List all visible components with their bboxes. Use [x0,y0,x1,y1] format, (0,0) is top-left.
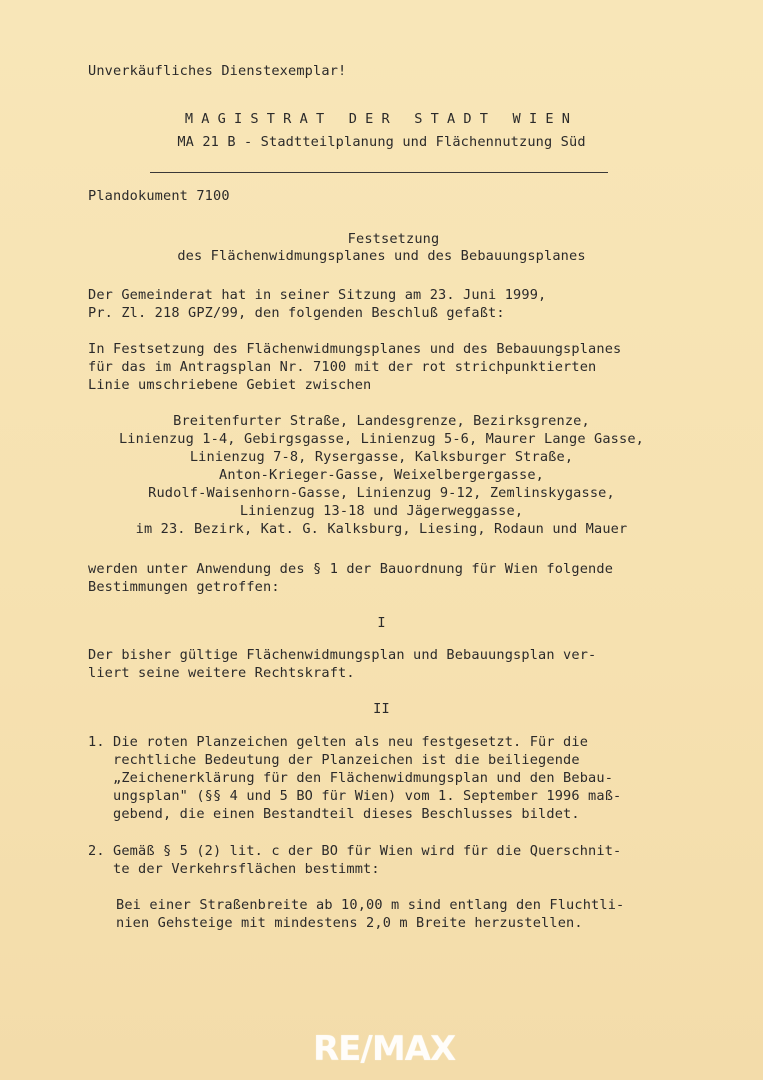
section2-heading: II [373,701,390,717]
streets-line-1: Breitenfurter Straße, Landesgrenze, Bezirksgrenze, [173,413,590,429]
item2-detail-line-2: nien Gehsteige mit mindestens 2,0 m Breite herzustellen. [116,915,583,931]
intro-line-2: Pr. Zl. 218 GPZ/99, den folgenden Beschluß gefaßt: [88,305,505,321]
authority-title: MAGISTRAT DER STADT WIEN [184,111,579,127]
item1-line-5: gebend, die einen Bestandteil dieses Beschlusses bildet. [88,806,580,822]
document-title-line2: des Flächenwidmungsplanes und des Bebauungsplanes [177,248,586,264]
item2-line-1: 2. Gemäß § 5 (2) lit. c der BO für Wien wird für die Querschnit- [88,843,622,859]
streets-line-7: im 23. Bezirk, Kat. G. Kalksburg, Liesing, Rodaun und Mauer [135,521,628,537]
para1-line-2: für das im Antragsplan Nr. 7100 mit der rot strichpunktierten [88,359,597,375]
streets-line-6: Linienzug 13-18 und Jägerweggasse, [239,503,524,519]
para2-line-2: Bestimmungen getroffen: [88,579,280,595]
header-divider [150,172,608,173]
item1-line-3: „Zeichenerklärung für den Flächenwidmungsplan und den Bebau- [88,770,614,786]
plan-number: Plandokument 7100 [88,188,230,204]
remax-watermark: RE/MAX [313,1029,456,1069]
item1-line-1: 1. Die roten Planzeichen gelten als neu festgesetzt. Für die [88,734,589,750]
intro-line-1: Der Gemeinderat hat in seiner Sitzung am 23. Juni 1999, [88,287,547,303]
item2-line-2: te der Verkehrsflächen bestimmt: [88,861,380,877]
streets-line-2: Linienzug 1-4, Gebirgsgasse, Linienzug 5-6, Maurer Lange Gasse, [118,431,645,447]
para1-line-3: Linie umschriebene Gebiet zwischen [88,377,372,393]
department-subtitle: MA 21 B - Stadtteilplanung und Flächennutzung Süd [177,134,586,150]
section1-line-1: Der bisher gültige Flächenwidmungsplan und Bebauungsplan ver- [88,647,597,663]
streets-line-5: Rudolf-Waisenhorn-Gasse, Linienzug 9-12, Zemlinskygasse, [148,485,615,501]
item1-line-4: ungsplan" (§§ 4 und 5 BO für Wien) vom 1. September 1996 maß- [88,788,622,804]
item2-detail-line-1: Bei einer Straßenbreite ab 10,00 m sind entlang den Fluchtli- [116,897,625,913]
item1-line-2: rechtliche Bedeutung der Planzeichen ist die beiliegende [88,752,580,768]
document-title-line1: Festsetzung [347,231,440,247]
section1-line-2: liert seine weitere Rechtskraft. [88,665,355,681]
header-note: Unverkäufliches Dienstexemplar! [88,63,347,79]
para1-line-1: In Festsetzung des Flächenwidmungsplanes und des Bebauungsplanes [88,341,622,357]
para2-line-1: werden unter Anwendung des § 1 der Bauordnung für Wien folgende [88,561,614,577]
section1-heading: I [377,615,386,631]
streets-line-3: Linienzug 7-8, Rysergasse, Kalksburger Straße, [189,449,574,465]
streets-line-4: Anton-Krieger-Gasse, Weixelbergergasse, [218,467,545,483]
